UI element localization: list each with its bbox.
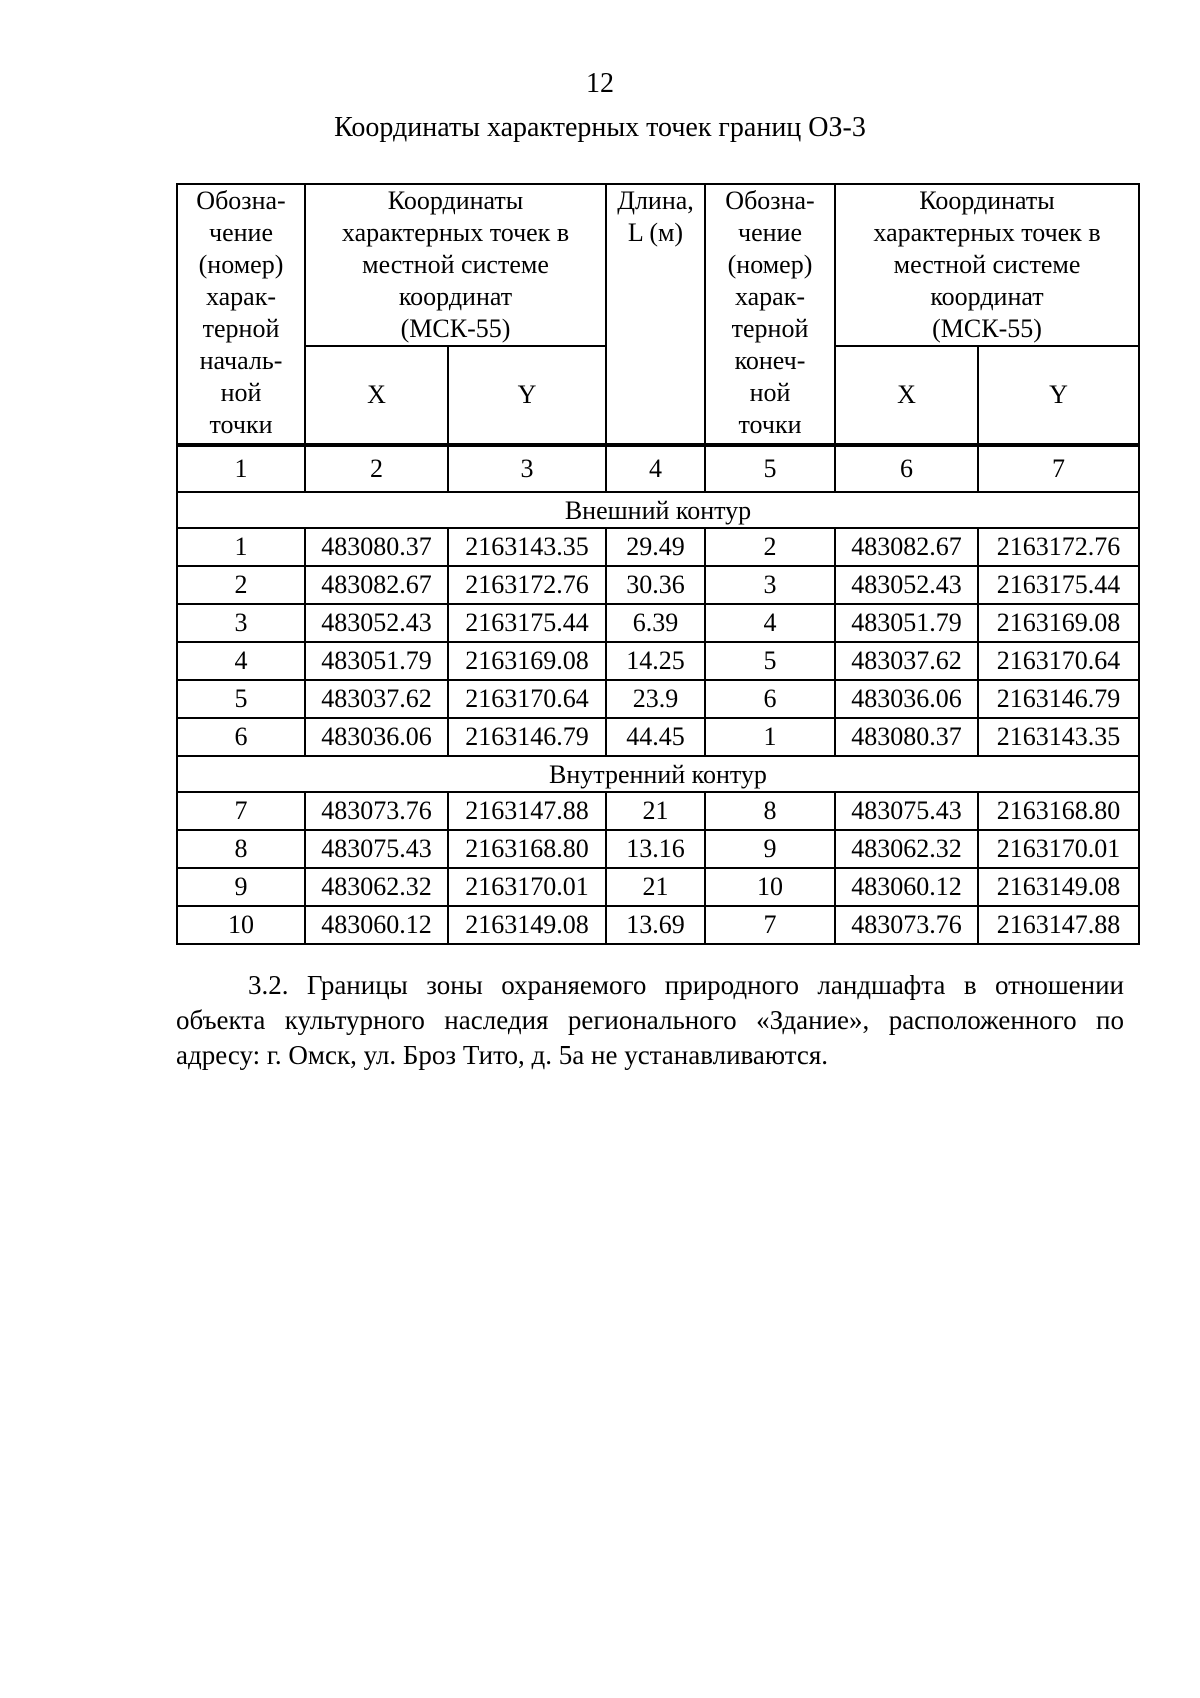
header-y-start: Y <box>448 346 606 445</box>
header-y-end: Y <box>978 346 1139 445</box>
table-cell: 7 <box>705 906 835 944</box>
table-cell: 2163175.44 <box>978 566 1139 604</box>
header-x-end: X <box>835 346 978 445</box>
table-cell: 44.45 <box>606 718 705 756</box>
table-cell: 483073.76 <box>835 906 978 944</box>
table-cell: 29.49 <box>606 528 705 566</box>
section-title: Внутренний контур <box>177 756 1139 792</box>
header-coords-end: Координаты характерных точек в местной системе координат (МСК-55) <box>835 184 1139 346</box>
table-cell: 483037.62 <box>305 680 448 718</box>
table-cell: 2163143.35 <box>448 528 606 566</box>
table-row <box>177 604 1139 642</box>
table-cell: 2163170.01 <box>978 830 1139 868</box>
table-title: Координаты характерных точек границ ОЗ-3 <box>334 112 866 143</box>
table-cell: 483037.62 <box>835 642 978 680</box>
table-cell: 2163172.76 <box>448 566 606 604</box>
table-cell: 483052.43 <box>305 604 448 642</box>
table-cell: 13.16 <box>606 830 705 868</box>
table-cell: 1 <box>705 718 835 756</box>
table-row <box>177 906 1139 944</box>
table-cell: 483073.76 <box>305 792 448 830</box>
table-cell: 483051.79 <box>305 642 448 680</box>
table-cell: 2163168.80 <box>978 792 1139 830</box>
table-cell: 483051.79 <box>835 604 978 642</box>
table-cell: 4 <box>705 604 835 642</box>
section-row <box>177 756 1139 792</box>
table-cell: 2163169.08 <box>978 604 1139 642</box>
table-cell: 483080.37 <box>835 718 978 756</box>
table-cell: 2163168.80 <box>448 830 606 868</box>
header-coords-start: Координаты характерных точек в местной системе координат (МСК-55) <box>305 184 606 346</box>
table-cell: 23.9 <box>606 680 705 718</box>
table-cell: 6.39 <box>606 604 705 642</box>
section-row <box>177 492 1139 528</box>
table-cell: 2163147.88 <box>978 906 1139 944</box>
table-cell: 483082.67 <box>305 566 448 604</box>
column-number-row <box>177 445 1139 492</box>
table-cell: 483082.67 <box>835 528 978 566</box>
table-row <box>177 792 1139 830</box>
table-body <box>177 445 1139 944</box>
table-cell: 483062.32 <box>305 868 448 906</box>
table-row <box>177 528 1139 566</box>
table-cell: 2163147.88 <box>448 792 606 830</box>
column-number: 1 <box>177 445 305 492</box>
table-row <box>177 868 1139 906</box>
table-cell: 30.36 <box>606 566 705 604</box>
header-end-point: Обозна- чение (номер) харак- терной конеч- ной точки <box>705 184 835 445</box>
table-row <box>177 642 1139 680</box>
table-cell: 2 <box>705 528 835 566</box>
column-number: 4 <box>606 445 705 492</box>
table-cell: 2163146.79 <box>448 718 606 756</box>
table-cell: 483060.12 <box>835 868 978 906</box>
column-number: 6 <box>835 445 978 492</box>
table-cell: 9 <box>177 868 305 906</box>
column-number: 2 <box>305 445 448 492</box>
table-row <box>177 680 1139 718</box>
table-cell: 5 <box>177 680 305 718</box>
table-cell: 10 <box>177 906 305 944</box>
table-cell: 2163149.08 <box>448 906 606 944</box>
table-cell: 8 <box>177 830 305 868</box>
table-cell: 5 <box>705 642 835 680</box>
page-number: 12 <box>586 68 614 99</box>
column-number: 5 <box>705 445 835 492</box>
table-cell: 483036.06 <box>835 680 978 718</box>
table-cell: 6 <box>705 680 835 718</box>
header-x-start: X <box>305 346 448 445</box>
table-cell: 2163170.01 <box>448 868 606 906</box>
table-cell: 483075.43 <box>305 830 448 868</box>
table-cell: 10 <box>705 868 835 906</box>
table-row <box>177 718 1139 756</box>
table-cell: 3 <box>705 566 835 604</box>
table-row <box>177 566 1139 604</box>
table-row <box>177 830 1139 868</box>
table-cell: 4 <box>177 642 305 680</box>
table-cell: 21 <box>606 792 705 830</box>
table-cell: 2163169.08 <box>448 642 606 680</box>
table-cell: 2163143.35 <box>978 718 1139 756</box>
table-cell: 2163170.64 <box>978 642 1139 680</box>
table-cell: 2163172.76 <box>978 528 1139 566</box>
table-cell: 483060.12 <box>305 906 448 944</box>
table-cell: 3 <box>177 604 305 642</box>
section-title: Внешний контур <box>177 492 1139 528</box>
coordinates-table <box>176 183 1140 945</box>
column-number: 3 <box>448 445 606 492</box>
table-cell: 9 <box>705 830 835 868</box>
table-cell: 2 <box>177 566 305 604</box>
table-cell: 21 <box>606 868 705 906</box>
table-cell: 483036.06 <box>305 718 448 756</box>
table-cell: 13.69 <box>606 906 705 944</box>
table-cell: 8 <box>705 792 835 830</box>
body-paragraph: 3.2. Границы зоны охраняемого природного ландшафта в отношении объекта культурного наследия регионального «Здание», расположенного по адресу: г. Омск, ул. Броз Тито, д. 5а не устанавливаются. <box>176 970 1124 1070</box>
table-cell: 483075.43 <box>835 792 978 830</box>
column-number: 7 <box>978 445 1139 492</box>
table-cell: 7 <box>177 792 305 830</box>
table-cell: 483062.32 <box>835 830 978 868</box>
table-cell: 2163149.08 <box>978 868 1139 906</box>
table-cell: 2163170.64 <box>448 680 606 718</box>
header-start-point: Обозна- чение (номер) харак- терной началь- ной точки <box>177 184 305 445</box>
table-cell: 2163175.44 <box>448 604 606 642</box>
table-cell: 483080.37 <box>305 528 448 566</box>
table-cell: 6 <box>177 718 305 756</box>
table-cell: 483052.43 <box>835 566 978 604</box>
header-length: Длина, L (м) <box>606 184 705 445</box>
table-cell: 1 <box>177 528 305 566</box>
table-cell: 14.25 <box>606 642 705 680</box>
table-cell: 2163146.79 <box>978 680 1139 718</box>
